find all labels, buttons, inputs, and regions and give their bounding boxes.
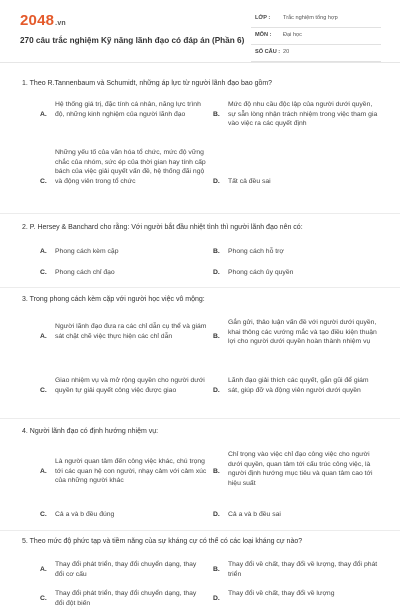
option-letter: A. [40, 333, 47, 340]
option-letter: B. [213, 333, 220, 340]
option-letter: C. [40, 511, 47, 518]
option-letter: C. [40, 178, 47, 185]
question-divider [0, 213, 400, 214]
meta-value: 20 [283, 49, 290, 55]
option-text: Tất cả đều sai [228, 178, 271, 185]
option-text: Thay đổi phát triển, thay đổi chuyển dạng, thay đổi cơ cấu [55, 561, 197, 578]
option-letter: D. [213, 511, 220, 518]
option-text: Thay đổi phát triển, thay đổi chuyển dạng, thay đổi đột biến [55, 590, 197, 607]
question-divider [0, 418, 400, 419]
option-text: Phong cách hỗ trợ [228, 248, 284, 255]
option-letter: B. [213, 248, 220, 255]
option-letter: D. [213, 387, 220, 394]
option-letter: D. [213, 269, 220, 276]
option-letter: B. [213, 111, 220, 118]
option-letter: C. [40, 387, 47, 394]
question-text: 1. Theo R.Tannenbaum và Schumidt, những áp lực từ người lãnh đạo bao gồm? [22, 80, 273, 87]
option-letter: B. [213, 566, 220, 573]
meta-value: Trắc nghiệm tổng hợp [283, 15, 338, 21]
option-text: Chỉ trọng vào việc chỉ đạo công việc cho người dưới quyền, quan tâm tới cấu trúc công việc, là người định hướng mục tiêu và quan tâm cao tới hiệu suất [228, 451, 373, 487]
option-text: Người lãnh đạo đưa ra các chỉ dẫn cụ thể và giám sát chặt chẽ việc thực hiện các chỉ dẫn [55, 323, 207, 340]
option-letter: C. [40, 269, 47, 276]
meta-key: MÔN : [255, 32, 272, 38]
option-text: Cả a và b đều đúng [55, 511, 115, 518]
question-divider [0, 530, 400, 531]
option-letter: A. [40, 566, 47, 573]
meta-key: SỐ CÂU : [255, 49, 281, 55]
option-text: Phong cách kèm cặp [55, 248, 119, 255]
option-text: Hệ thống giá trị, đặc tính cá nhân, năng lực trình độ, những kinh nghiệm của người lãnh đạo [55, 101, 201, 118]
option-letter: A. [40, 468, 47, 475]
option-letter: D. [213, 595, 220, 602]
option-letter: A. [40, 111, 47, 118]
meta-key: LỚP : [255, 15, 271, 21]
header-divider [0, 62, 400, 63]
document-header [0, 0, 400, 58]
option-text: Gắn gửi, thảo luận vấn đề với người dưới quyền, khai thông các vướng mắc và tạo điều kiện thuận lợi cho người dưới quyền hoàn thành nhiệm vụ [228, 319, 377, 345]
meta-row-subject [251, 28, 381, 45]
option-text: Lãnh đạo giải thích các quyết, gắn gũi để giám sát, giúp đỡ và động viên người dưới quyền [228, 377, 369, 394]
meta-table [251, 11, 381, 62]
site-logo[interactable] [20, 12, 66, 29]
question-divider [0, 287, 400, 288]
meta-value: Đại học [283, 32, 302, 38]
option-text: Phong cách chỉ đạo [55, 269, 115, 276]
option-letter: C. [40, 595, 47, 602]
question-text: 5. Theo mức độ phức tạp và tiềm năng của sự kháng cự có thể có các loại kháng cự nào? [22, 538, 303, 545]
question-text: 3. Trong phong cách kèm cặp với người học việc vô mộng: [22, 296, 205, 303]
option-text: Cả a và b đều sai [228, 511, 281, 518]
option-letter: D. [213, 178, 220, 185]
meta-row-count [251, 45, 381, 62]
option-text: Những yếu tố của văn hóa tổ chức, mức độ vững chắc của nhóm, sức ép của thời gian hay tính cấp bách của việc giải quyết vấn đề, hệ thống đãi ngộ và động viên trong tổ chức [55, 149, 206, 185]
logo-text: 2048 [20, 12, 55, 29]
option-text: Phong cách ủy quyền [228, 269, 294, 276]
document-title: 270 câu trắc nghiệm Kỹ năng lãnh đạo có đáp án (Phần 6) [20, 36, 245, 45]
question-text: 2. P. Hersey & Banchard cho rằng: Với người bắt đầu nhiệt tình thì người lãnh đạo nên có: [22, 224, 303, 231]
option-text: Giao nhiệm vụ và mở rộng quyền cho người dưới quyền tự giải quyết công việc được giao [55, 377, 205, 394]
option-text: Mức độ nhu cầu độc lập của người dưới quyền, sự sẵn lòng nhận trách nhiệm trong việc tham gia vào việc ra các quyết định [228, 101, 378, 127]
option-text: Thay đổi về chất, thay đổi về lượng [228, 590, 335, 597]
logo-suffix: .vn [55, 20, 66, 27]
option-text: Là người quan tâm đến công việc khác, chú trọng tới các quan hệ con người, nhạy cảm với cảm xúc của những người khác [55, 458, 207, 484]
option-letter: B. [213, 468, 220, 475]
option-letter: A. [40, 248, 47, 255]
question-text: 4. Người lãnh đạo có định hướng nhiệm vụ: [22, 428, 159, 435]
meta-row-class [251, 11, 381, 28]
option-text: Thay đổi về chất, thay đổi về lượng, thay đổi phát triển [228, 561, 378, 578]
